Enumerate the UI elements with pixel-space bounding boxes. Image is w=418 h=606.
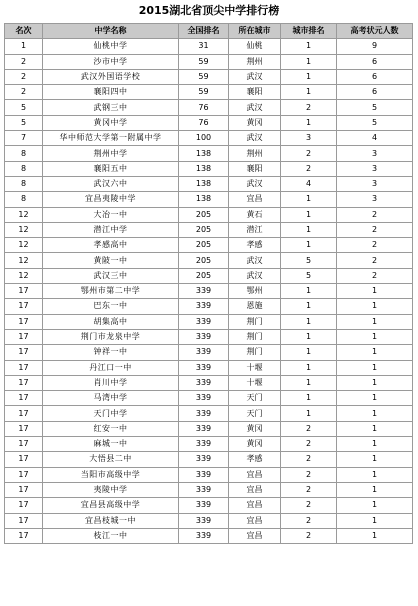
- city-cell: 荆门: [229, 329, 281, 344]
- top-scorer-count-cell: 1: [337, 513, 413, 528]
- top-scorer-count-cell: 5: [337, 100, 413, 115]
- rank-cell: 12: [5, 222, 43, 237]
- top-scorer-count-cell: 1: [337, 329, 413, 344]
- national-rank-cell: 59: [179, 69, 229, 84]
- national-rank-cell: 339: [179, 421, 229, 436]
- school-name-cell: 孝感高中: [43, 238, 179, 253]
- city-rank-cell: 1: [281, 115, 337, 130]
- school-name-cell: 仙桃中学: [43, 39, 179, 54]
- school-name-cell: 胡集高中: [43, 314, 179, 329]
- national-rank-cell: 339: [179, 391, 229, 406]
- top-scorer-count-cell: 1: [337, 360, 413, 375]
- rank-cell: 17: [5, 528, 43, 543]
- city-rank-cell: 1: [281, 69, 337, 84]
- national-rank-cell: 339: [179, 498, 229, 513]
- rank-cell: 2: [5, 54, 43, 69]
- table-row: [5, 268, 413, 283]
- city-cell: 天门: [229, 391, 281, 406]
- school-name-cell: 宜昌县高级中学: [43, 498, 179, 513]
- table-row: [5, 146, 413, 161]
- national-rank-cell: 205: [179, 222, 229, 237]
- table-row: [5, 238, 413, 253]
- city-rank-cell: 1: [281, 391, 337, 406]
- top-scorer-count-cell: 2: [337, 222, 413, 237]
- school-name-cell: 夷陵中学: [43, 482, 179, 497]
- top-scorer-count-cell: 1: [337, 375, 413, 390]
- school-name-cell: 枝江一中: [43, 528, 179, 543]
- city-rank-cell: 1: [281, 406, 337, 421]
- column-header-school: 中学名称: [43, 24, 179, 39]
- rank-cell: 12: [5, 207, 43, 222]
- school-name-cell: 沙市中学: [43, 54, 179, 69]
- table-row: [5, 161, 413, 176]
- city-cell: 襄阳: [229, 85, 281, 100]
- top-scorer-count-cell: 1: [337, 452, 413, 467]
- page-title: 2015湖北省顶尖中学排行榜: [138, 4, 280, 17]
- city-rank-cell: 2: [281, 437, 337, 452]
- table-row: [5, 100, 413, 115]
- table-row: [5, 528, 413, 543]
- national-rank-cell: 339: [179, 482, 229, 497]
- rank-cell: 5: [5, 100, 43, 115]
- city-cell: 孝感: [229, 238, 281, 253]
- national-rank-cell: 205: [179, 207, 229, 222]
- top-scorer-count-cell: 3: [337, 161, 413, 176]
- rank-cell: 17: [5, 391, 43, 406]
- table-row: [5, 299, 413, 314]
- table-row: [5, 85, 413, 100]
- table-row: [5, 314, 413, 329]
- top-scorer-count-cell: 2: [337, 253, 413, 268]
- table-row: [5, 452, 413, 467]
- city-rank-cell: 1: [281, 222, 337, 237]
- rank-cell: 17: [5, 513, 43, 528]
- city-rank-cell: 4: [281, 176, 337, 191]
- city-cell: 鄂州: [229, 284, 281, 299]
- top-scorer-count-cell: 2: [337, 207, 413, 222]
- table-row: [5, 222, 413, 237]
- school-name-cell: 麻城一中: [43, 437, 179, 452]
- school-name-cell: 武汉外国语学校: [43, 69, 179, 84]
- top-scorer-count-cell: 5: [337, 115, 413, 130]
- national-rank-cell: 31: [179, 39, 229, 54]
- rank-cell: 17: [5, 314, 43, 329]
- city-cell: 荆门: [229, 345, 281, 360]
- city-rank-cell: 2: [281, 528, 337, 543]
- rank-cell: 17: [5, 421, 43, 436]
- city-rank-cell: 1: [281, 54, 337, 69]
- city-cell: 武汉: [229, 253, 281, 268]
- school-name-cell: 黄陂一中: [43, 253, 179, 268]
- national-rank-cell: 138: [179, 192, 229, 207]
- table-row: [5, 345, 413, 360]
- city-rank-cell: 2: [281, 161, 337, 176]
- city-cell: 宜昌: [229, 498, 281, 513]
- city-rank-cell: 2: [281, 421, 337, 436]
- top-scorer-count-cell: 1: [337, 498, 413, 513]
- national-rank-cell: 339: [179, 406, 229, 421]
- school-name-cell: 马湾中学: [43, 391, 179, 406]
- rank-cell: 2: [5, 85, 43, 100]
- rank-cell: 17: [5, 498, 43, 513]
- city-cell: 襄阳: [229, 161, 281, 176]
- national-rank-cell: 339: [179, 437, 229, 452]
- school-name-cell: 荆州中学: [43, 146, 179, 161]
- rank-cell: 17: [5, 452, 43, 467]
- city-rank-cell: 2: [281, 498, 337, 513]
- school-name-cell: 襄阳五中: [43, 161, 179, 176]
- top-scorer-count-cell: 1: [337, 482, 413, 497]
- school-name-cell: 肖川中学: [43, 375, 179, 390]
- top-scorer-count-cell: 1: [337, 467, 413, 482]
- city-cell: 孝感: [229, 452, 281, 467]
- rank-cell: 17: [5, 329, 43, 344]
- school-name-cell: 大悟县二中: [43, 452, 179, 467]
- national-rank-cell: 339: [179, 375, 229, 390]
- national-rank-cell: 339: [179, 467, 229, 482]
- national-rank-cell: 339: [179, 345, 229, 360]
- city-rank-cell: 1: [281, 85, 337, 100]
- city-rank-cell: 1: [281, 375, 337, 390]
- national-rank-cell: 339: [179, 329, 229, 344]
- school-name-cell: 潜江中学: [43, 222, 179, 237]
- national-rank-cell: 339: [179, 299, 229, 314]
- city-cell: 黄石: [229, 207, 281, 222]
- top-scorer-count-cell: 1: [337, 406, 413, 421]
- national-rank-cell: 100: [179, 131, 229, 146]
- rank-cell: 17: [5, 467, 43, 482]
- school-name-cell: 黄冈中学: [43, 115, 179, 130]
- school-name-cell: 华中师范大学第一附属中学: [43, 131, 179, 146]
- school-name-cell: 武钢三中: [43, 100, 179, 115]
- header-row: [5, 24, 413, 39]
- city-rank-cell: 1: [281, 299, 337, 314]
- city-rank-cell: 2: [281, 452, 337, 467]
- city-rank-cell: 5: [281, 268, 337, 283]
- national-rank-cell: 76: [179, 115, 229, 130]
- top-scorer-count-cell: 1: [337, 437, 413, 452]
- city-cell: 仙桃: [229, 39, 281, 54]
- table-row: [5, 360, 413, 375]
- city-rank-cell: 1: [281, 238, 337, 253]
- national-rank-cell: 205: [179, 253, 229, 268]
- rank-cell: 17: [5, 437, 43, 452]
- city-cell: 宜昌: [229, 467, 281, 482]
- city-cell: 武汉: [229, 100, 281, 115]
- school-name-cell: 大冶一中: [43, 207, 179, 222]
- city-rank-cell: 2: [281, 146, 337, 161]
- school-name-cell: 红安一中: [43, 421, 179, 436]
- city-cell: 荆门: [229, 314, 281, 329]
- national-rank-cell: 339: [179, 528, 229, 543]
- city-rank-cell: 1: [281, 329, 337, 344]
- top-scorer-count-cell: 6: [337, 85, 413, 100]
- table-row: [5, 329, 413, 344]
- table-row: [5, 482, 413, 497]
- table-row: [5, 406, 413, 421]
- table-row: [5, 421, 413, 436]
- top-scorer-count-cell: 2: [337, 238, 413, 253]
- table-row: [5, 467, 413, 482]
- rank-cell: 17: [5, 406, 43, 421]
- city-rank-cell: 1: [281, 284, 337, 299]
- top-scorer-count-cell: 1: [337, 314, 413, 329]
- table-row: [5, 513, 413, 528]
- school-name-cell: 丹江口一中: [43, 360, 179, 375]
- city-cell: 武汉: [229, 268, 281, 283]
- rank-cell: 1: [5, 39, 43, 54]
- city-cell: 黄冈: [229, 115, 281, 130]
- national-rank-cell: 59: [179, 54, 229, 69]
- table-row: [5, 54, 413, 69]
- city-rank-cell: 1: [281, 360, 337, 375]
- rank-cell: 17: [5, 299, 43, 314]
- rank-cell: 17: [5, 284, 43, 299]
- city-rank-cell: 5: [281, 253, 337, 268]
- school-name-cell: 武汉六中: [43, 176, 179, 191]
- column-header-city: 所在城市: [229, 24, 281, 39]
- top-scorer-count-cell: 1: [337, 421, 413, 436]
- top-scorer-count-cell: 1: [337, 345, 413, 360]
- city-cell: 黄冈: [229, 437, 281, 452]
- national-rank-cell: 339: [179, 452, 229, 467]
- city-rank-cell: 1: [281, 192, 337, 207]
- city-cell: 宜昌: [229, 513, 281, 528]
- table-body: [5, 39, 413, 544]
- top-scorer-count-cell: 1: [337, 528, 413, 543]
- rank-cell: 8: [5, 176, 43, 191]
- column-header-rank: 名次: [5, 24, 43, 39]
- city-cell: 黄冈: [229, 421, 281, 436]
- national-rank-cell: 339: [179, 284, 229, 299]
- table-row: [5, 192, 413, 207]
- top-scorer-count-cell: 3: [337, 192, 413, 207]
- rank-cell: 12: [5, 253, 43, 268]
- city-rank-cell: 2: [281, 467, 337, 482]
- table-row: [5, 391, 413, 406]
- school-name-cell: 当阳市高级中学: [43, 467, 179, 482]
- top-scorer-count-cell: 1: [337, 284, 413, 299]
- rank-cell: 17: [5, 360, 43, 375]
- table-row: [5, 69, 413, 84]
- national-rank-cell: 76: [179, 100, 229, 115]
- table-row: [5, 253, 413, 268]
- top-scorer-count-cell: 1: [337, 391, 413, 406]
- national-rank-cell: 59: [179, 85, 229, 100]
- rank-cell: 17: [5, 375, 43, 390]
- city-cell: 武汉: [229, 176, 281, 191]
- city-rank-cell: 1: [281, 345, 337, 360]
- table-row: [5, 437, 413, 452]
- top-scorer-count-cell: 3: [337, 146, 413, 161]
- city-cell: 十堰: [229, 360, 281, 375]
- city-rank-cell: 2: [281, 100, 337, 115]
- city-rank-cell: 1: [281, 314, 337, 329]
- school-name-cell: 武汉三中: [43, 268, 179, 283]
- rank-cell: 7: [5, 131, 43, 146]
- top-scorer-count-cell: 6: [337, 69, 413, 84]
- school-name-cell: 宜昌枝城一中: [43, 513, 179, 528]
- table-row: [5, 375, 413, 390]
- top-scorer-count-cell: 6: [337, 54, 413, 69]
- rank-cell: 8: [5, 192, 43, 207]
- city-rank-cell: 1: [281, 39, 337, 54]
- rank-cell: 2: [5, 69, 43, 84]
- school-name-cell: 荆门市龙泉中学: [43, 329, 179, 344]
- national-rank-cell: 339: [179, 360, 229, 375]
- top-scorer-count-cell: 9: [337, 39, 413, 54]
- national-rank-cell: 138: [179, 161, 229, 176]
- city-cell: 十堰: [229, 375, 281, 390]
- table-row: [5, 131, 413, 146]
- school-name-cell: 宜昌夷陵中学: [43, 192, 179, 207]
- national-rank-cell: 205: [179, 268, 229, 283]
- school-name-cell: 鄂州市第二中学: [43, 284, 179, 299]
- national-rank-cell: 339: [179, 314, 229, 329]
- city-cell: 荆州: [229, 54, 281, 69]
- city-rank-cell: 2: [281, 513, 337, 528]
- city-cell: 宜昌: [229, 482, 281, 497]
- rank-cell: 12: [5, 238, 43, 253]
- national-rank-cell: 138: [179, 146, 229, 161]
- table-row: [5, 39, 413, 54]
- school-name-cell: 巴东一中: [43, 299, 179, 314]
- column-header-national-rank: 全国排名: [179, 24, 229, 39]
- school-name-cell: 钟祥一中: [43, 345, 179, 360]
- city-cell: 天门: [229, 406, 281, 421]
- table-row: [5, 498, 413, 513]
- column-header-top-scorers: 高考状元人数: [337, 24, 413, 39]
- column-header-city-rank: 城市排名: [281, 24, 337, 39]
- city-cell: 宜昌: [229, 528, 281, 543]
- table-row: [5, 176, 413, 191]
- national-rank-cell: 339: [179, 513, 229, 528]
- national-rank-cell: 138: [179, 176, 229, 191]
- city-cell: 武汉: [229, 131, 281, 146]
- city-rank-cell: 1: [281, 207, 337, 222]
- top-scorer-count-cell: 3: [337, 176, 413, 191]
- city-cell: 荆州: [229, 146, 281, 161]
- rank-cell: 8: [5, 161, 43, 176]
- city-cell: 武汉: [229, 69, 281, 84]
- city-rank-cell: 2: [281, 482, 337, 497]
- rank-cell: 17: [5, 345, 43, 360]
- city-cell: 宜昌: [229, 192, 281, 207]
- rank-cell: 17: [5, 482, 43, 497]
- top-scorer-count-cell: 2: [337, 268, 413, 283]
- table-row: [5, 115, 413, 130]
- top-scorer-count-cell: 1: [337, 299, 413, 314]
- city-rank-cell: 3: [281, 131, 337, 146]
- school-name-cell: 襄阳四中: [43, 85, 179, 100]
- table-row: [5, 207, 413, 222]
- national-rank-cell: 205: [179, 238, 229, 253]
- rank-cell: 8: [5, 146, 43, 161]
- table-row: [5, 284, 413, 299]
- school-name-cell: 天门中学: [43, 406, 179, 421]
- ranking-table: [4, 23, 413, 544]
- city-cell: 潜江: [229, 222, 281, 237]
- rank-cell: 5: [5, 115, 43, 130]
- city-cell: 恩施: [229, 299, 281, 314]
- rank-cell: 12: [5, 268, 43, 283]
- top-scorer-count-cell: 4: [337, 131, 413, 146]
